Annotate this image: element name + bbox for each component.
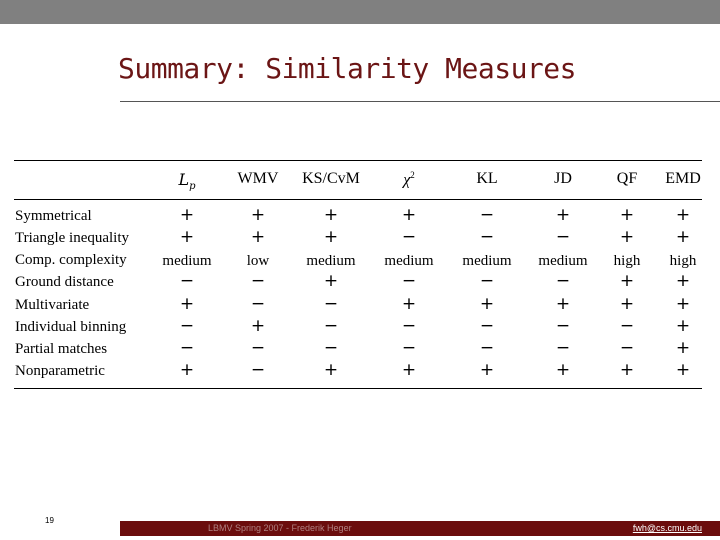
table-cell: + <box>675 338 691 358</box>
table-cell: + <box>675 360 691 380</box>
table-top-rule <box>14 160 702 161</box>
table-cell: − <box>179 271 195 291</box>
row-label: Individual binning <box>15 319 127 335</box>
column-header-qf: QF <box>616 170 638 187</box>
table-cell: − <box>179 316 195 336</box>
table-cell: + <box>401 294 417 314</box>
table-cell: + <box>323 227 339 247</box>
table-cell: − <box>555 338 571 358</box>
table-cell: high <box>613 253 641 269</box>
footer-bar <box>120 521 720 536</box>
table-cell: + <box>555 205 571 225</box>
table-cell: − <box>479 227 495 247</box>
table-cell: + <box>675 271 691 291</box>
table-cell: + <box>250 227 266 247</box>
table-cell: low <box>246 253 270 269</box>
table-cell: − <box>401 338 417 358</box>
column-header-lp: $L_p$ <box>178 170 196 193</box>
table-cell: + <box>619 360 635 380</box>
column-header-jd: JD <box>554 170 572 187</box>
table-cell: + <box>401 360 417 380</box>
table-cell: + <box>675 227 691 247</box>
table-cell: − <box>619 316 635 336</box>
table-cell: medium <box>384 253 434 269</box>
row-label: Symmetrical <box>15 208 92 224</box>
table-cell: + <box>619 271 635 291</box>
table-cell: + <box>619 227 635 247</box>
table-cell: − <box>250 294 266 314</box>
table-cell: − <box>479 316 495 336</box>
table-cell: − <box>619 338 635 358</box>
table-cell: + <box>250 316 266 336</box>
table-cell: − <box>479 205 495 225</box>
slide-title: Summary: Similarity Measures <box>118 52 577 85</box>
table-cell: medium <box>162 253 212 269</box>
table-cell: + <box>179 227 195 247</box>
table-cell: − <box>401 227 417 247</box>
table-cell: + <box>479 294 495 314</box>
table-cell: − <box>479 271 495 291</box>
table-cell: + <box>675 316 691 336</box>
table-cell: − <box>555 271 571 291</box>
column-header-chi2: $\chi^2$ <box>403 170 415 189</box>
table-cell: − <box>323 316 339 336</box>
table-cell: − <box>250 338 266 358</box>
column-header-kscvm: KS/CvM <box>302 170 360 187</box>
table-cell: + <box>675 205 691 225</box>
row-label: Ground distance <box>15 274 114 290</box>
column-header-kl: KL <box>476 170 498 187</box>
footer-course-label: LBMV Spring 2007 - Frederik Heger <box>208 523 352 533</box>
row-label: Triangle inequality <box>15 230 130 246</box>
table-cell: + <box>179 294 195 314</box>
table-cell: medium <box>306 253 356 269</box>
table-cell: − <box>479 338 495 358</box>
table-cell: + <box>323 205 339 225</box>
row-label: Nonparametric <box>15 363 105 379</box>
table-cell: − <box>250 360 266 380</box>
row-label: Comp. complexity <box>15 252 127 268</box>
footer-email-link[interactable]: fwh@cs.cmu.edu <box>632 523 702 533</box>
table-cell: + <box>555 294 571 314</box>
table-cell: + <box>323 271 339 291</box>
row-label: Partial matches <box>15 341 108 357</box>
column-header-wmv: WMV <box>237 170 279 187</box>
table-cell: + <box>401 205 417 225</box>
table-cell: + <box>323 360 339 380</box>
row-label: Multivariate <box>15 297 90 313</box>
table-cell: + <box>619 294 635 314</box>
table-cell: − <box>323 338 339 358</box>
column-header-emd: EMD <box>665 170 701 187</box>
table-cell: medium <box>462 253 512 269</box>
title-underline <box>120 101 720 102</box>
table-cell: + <box>619 205 635 225</box>
table-cell: + <box>479 360 495 380</box>
table-bottom-rule <box>14 388 702 389</box>
table-cell: + <box>179 360 195 380</box>
table-cell: medium <box>538 253 588 269</box>
top-bar <box>0 0 720 24</box>
table-cell: − <box>401 316 417 336</box>
table-cell: + <box>555 360 571 380</box>
table-cell: − <box>401 271 417 291</box>
table-cell: high <box>669 253 697 269</box>
table-cell: + <box>250 205 266 225</box>
table-cell: + <box>179 205 195 225</box>
table-cell: − <box>555 227 571 247</box>
table-cell: − <box>250 271 266 291</box>
slide-number: 19 <box>45 516 54 525</box>
table-cell: + <box>675 294 691 314</box>
table-cell: − <box>555 316 571 336</box>
table-cell: − <box>323 294 339 314</box>
table-cell: − <box>179 338 195 358</box>
table-header-rule <box>14 199 702 200</box>
